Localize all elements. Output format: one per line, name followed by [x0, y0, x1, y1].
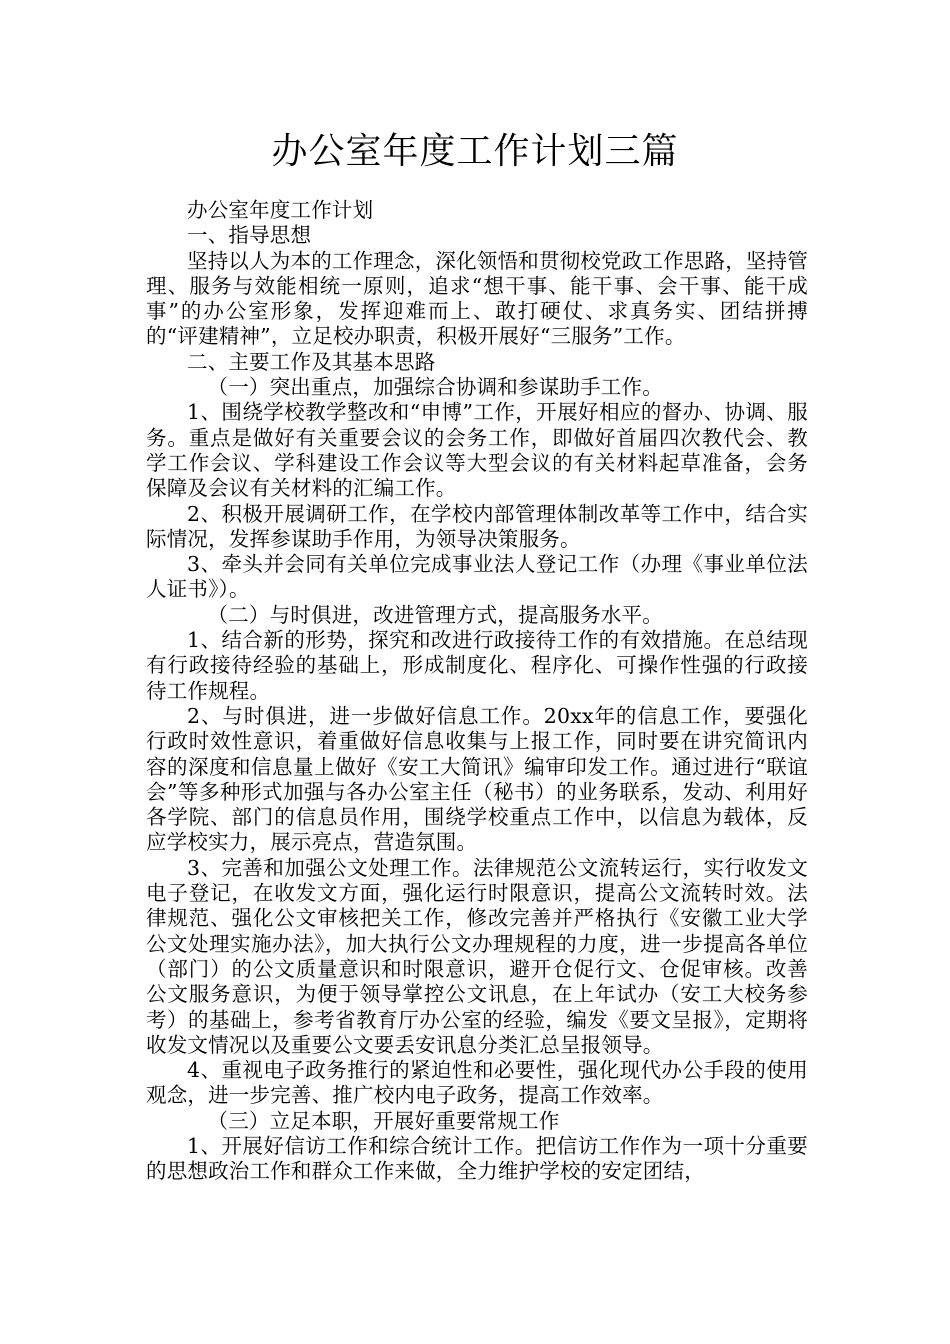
- paragraph: 4、重视电子政务推行的紧迫性和必要性，强化现代办公手段的使用观念，进一步完善、推广校内电子政务，提高工作效率。: [146, 1058, 808, 1108]
- paragraph: 1、围绕学校教学整改和“申博”工作，开展好相应的督办、协调、服务。重点是做好有关重要会议的会务工作，即做好首届四次教代会、教学工作会议、学科建设工作会议等大型会议的有关材料起草准备，会务保障及会议有关材料的汇编工作。: [146, 400, 808, 501]
- paragraph: 1、结合新的形势，探究和改进行政接待工作的有效措施。在总结现有行政接待经验的基础上，形成制度化、程序化、可操作性强的行政接待工作规程。: [146, 628, 808, 703]
- paragraph: （三）立足本职，开展好重要常规工作: [207, 1108, 560, 1133]
- paragraph: 二、主要工作及其基本思路: [187, 349, 436, 374]
- paragraph: （二）与时俱进，改进管理方式，提高服务水平。: [207, 602, 663, 627]
- document-title: 办公室年度工作计划三篇: [271, 131, 679, 172]
- paragraph: 1、开展好信访工作和综合统计工作。把信访工作作为一项十分重要的思想政治工作和群众工作来做，全力维护学校的安定团结，: [146, 1133, 808, 1184]
- paragraph: （一）突出重点，加强综合协调和参谋助手工作。: [207, 375, 663, 400]
- paragraph: 3、牵头并会同有关单位完成事业法人登记工作（办理《事业单位法人证书》）。: [146, 552, 808, 602]
- paragraph: 2、积极开展调研工作，在学校内部管理体制改革等工作中，结合实际情况，发挥参谋助手作用，为领导决策服务。: [146, 501, 808, 551]
- paragraph: 3、完善和加强公文处理工作。法律规范公文流转运行，实行收发文电子登记，在收发文方面，强化运行时限意识，提高公文流转时效。法律规范、强化公文审核把关工作，修改完善并严格执行《安徽工业大学公文处理实施办法》，加大执行公文办理规程的力度，进一步提高各单位（部门）的公文质量意识和时限意识，避开仓促行文、仓促审核。改善公文服务意识，为便于领导掌控公文讯息，在上年试办（安工大校务参考）的基础上，参考省教育厅办公室的经验，编发《要文呈报》，定期将收发文情况以及重要公文要丢安讯息分类汇总呈报领导。: [146, 855, 808, 1057]
- paragraph: 坚持以人为本的工作理念，深化领悟和贯彻校党政工作思路，坚持管理、服务与效能相统一原则，追求“想干事、能干事、会干事、能干成事”的办公室形象，发挥迎难而上、敢打硬仗、求真务实、团结拼搏的“评建精神”，立足校办职责，积极开展好“三服务”工作。: [146, 248, 808, 349]
- paragraph: 一、指导思想: [187, 223, 312, 248]
- paragraph: 办公室年度工作计划: [187, 198, 374, 222]
- paragraph: 2、与时俱进，进一步做好信息工作。20xx年的信息工作，要强化行政时效性意识，着重做好信息收集与上报工作，同时要在讲究简讯内容的深度和信息量上做好《安工大简讯》编审印发工作。通过进行“联谊会”等多种形式加强与各办公室主任（秘书）的业务联系，发动、利用好各学院、部门的信息员作用，围绕学校重点工作中，以信息为载体，反应学校实力，展示亮点，营造氛围。: [146, 703, 808, 855]
- document-body: [146, 198, 808, 1185]
